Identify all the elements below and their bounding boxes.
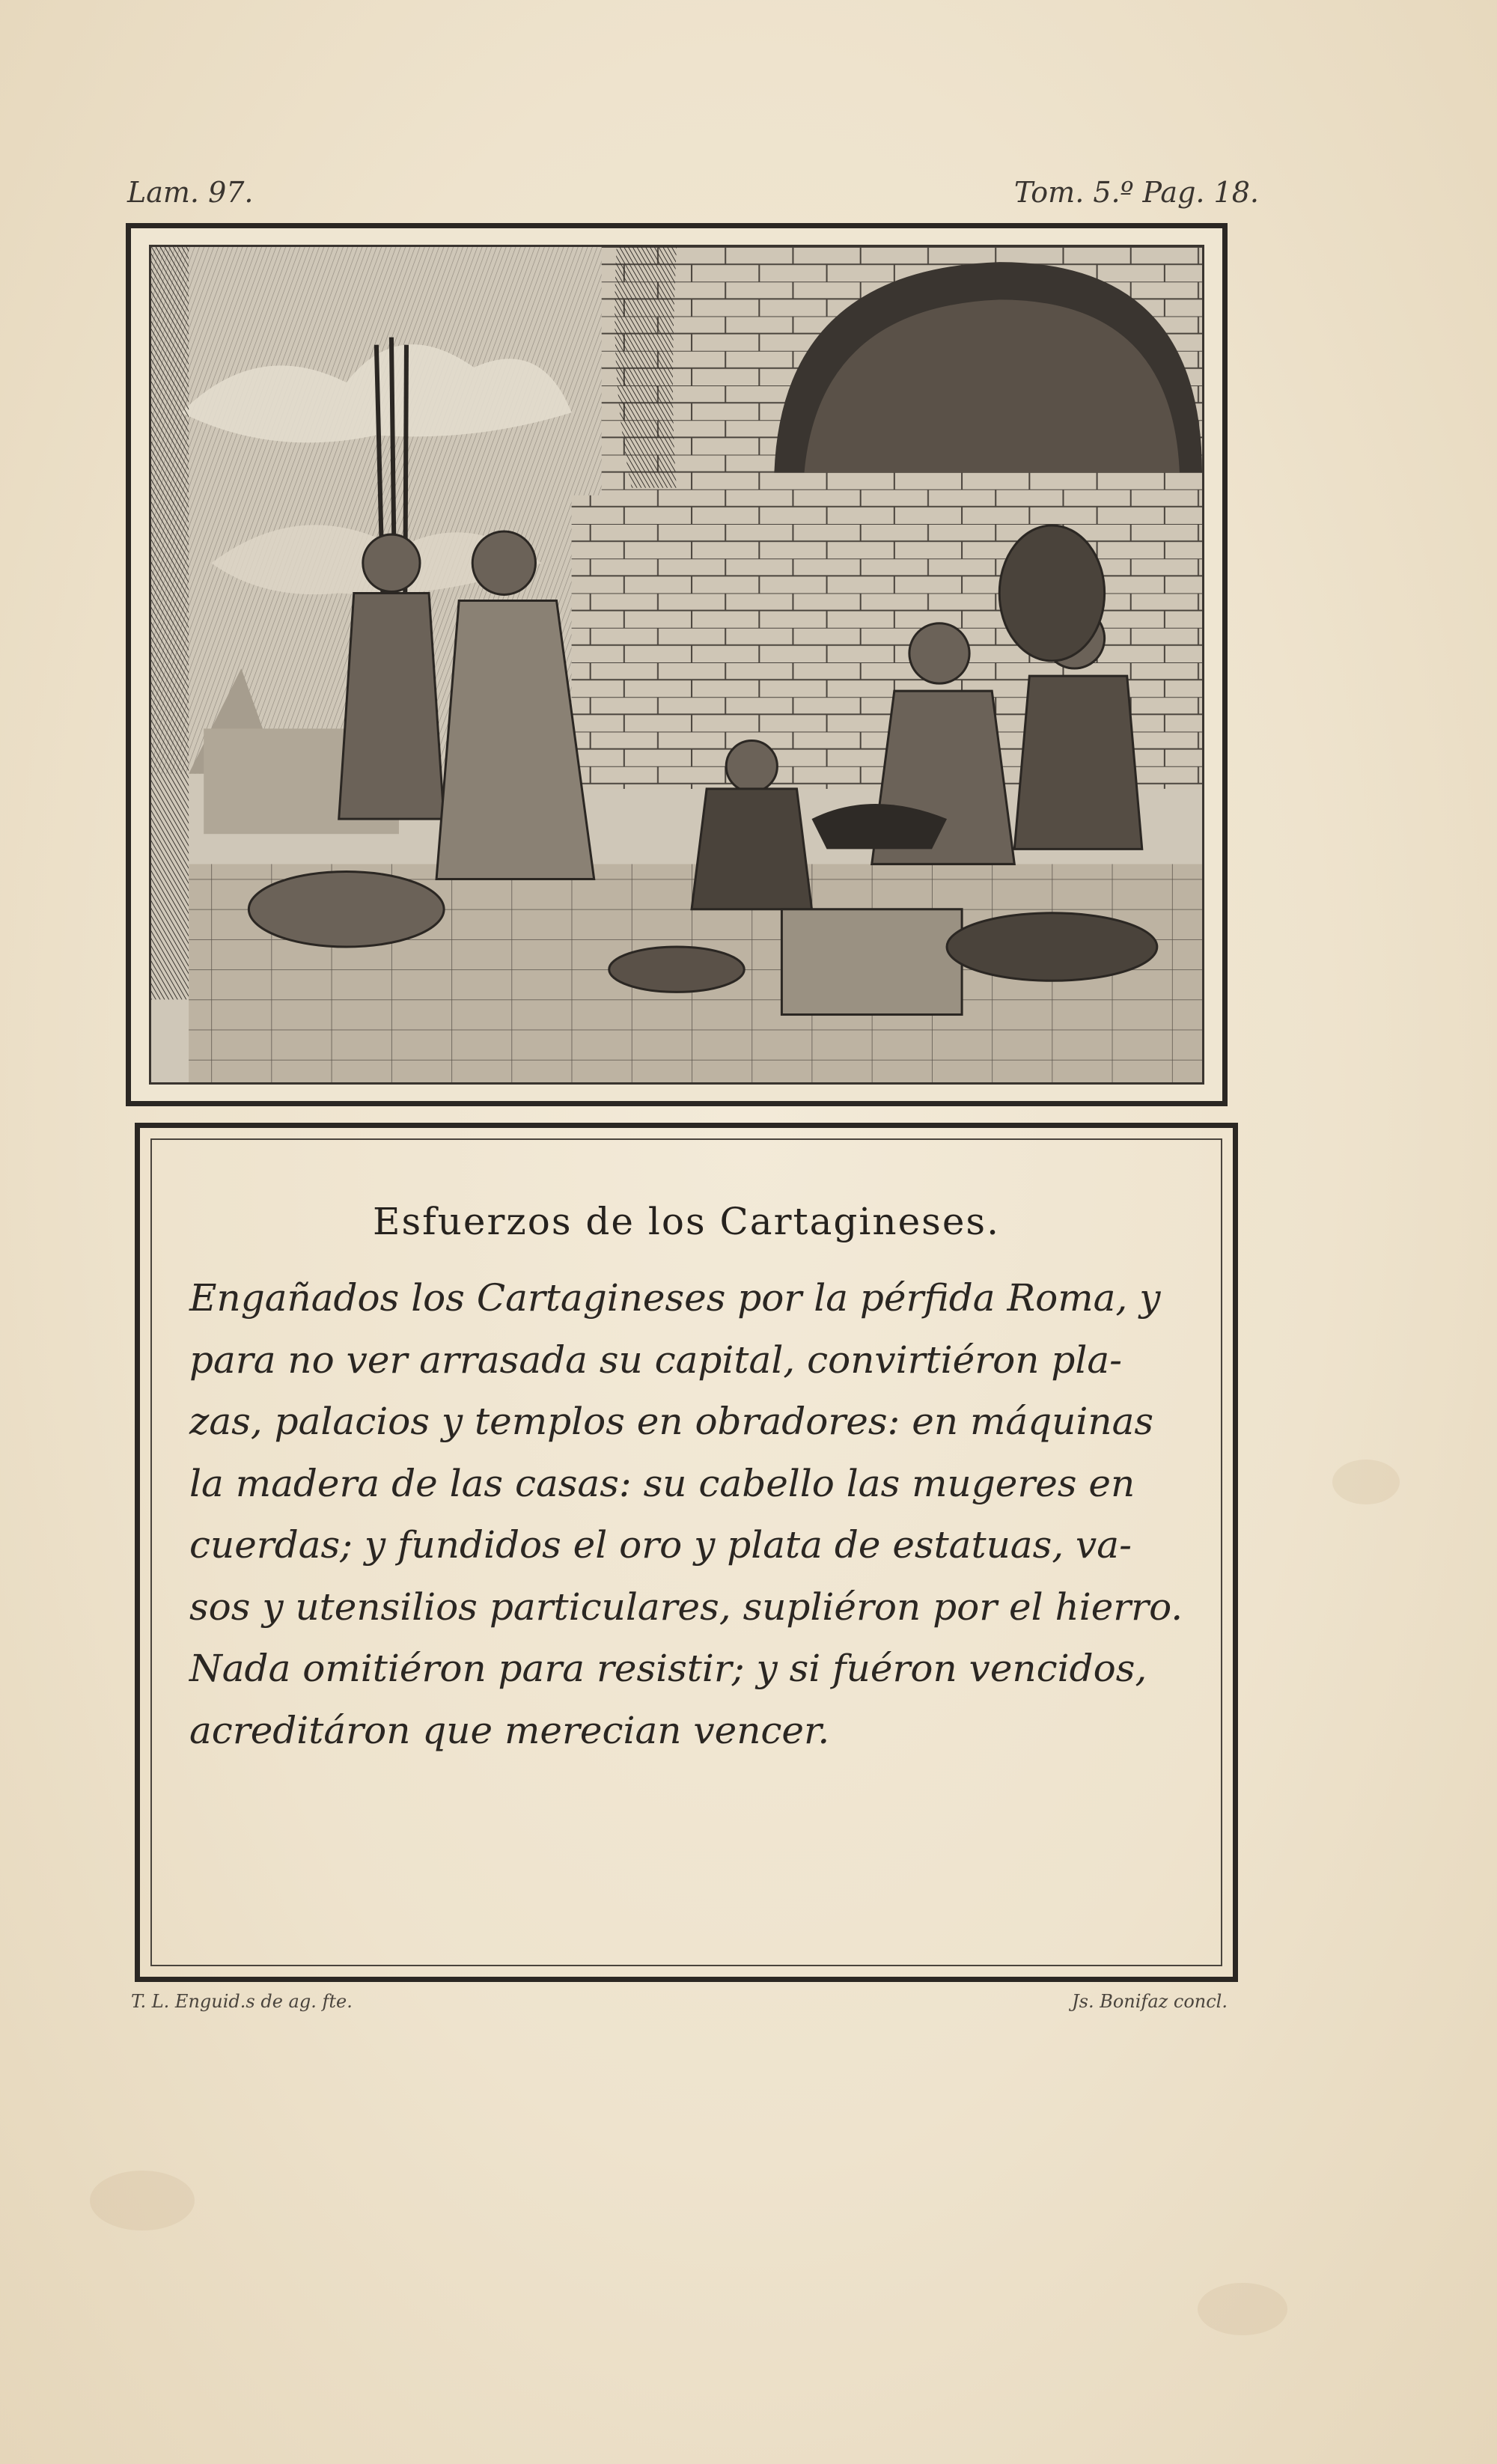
text-line: cuerdas; y fundidos el oro y plata de estatuas, va- (189, 1523, 1132, 1567)
text-line: Engañados los Cartagineses por la pérfida Roma, y (189, 1276, 1161, 1320)
text-line: la madera de las casas: su cabello las mugeres en (189, 1461, 1135, 1505)
plate-title: Esfuerzos de los Cartagineses. (373, 1200, 1000, 1243)
text-line: Nada omitiéron para resistir; y si fuéron vencidos, (189, 1647, 1147, 1690)
paper-stain (90, 2171, 195, 2230)
text-panel (150, 1138, 1222, 1966)
plate-number: Lam. 97. (127, 176, 254, 209)
engraving-frame (126, 223, 1228, 1106)
text-line: sos y utensilios particulares, supliéron por el hierro. (189, 1585, 1183, 1629)
engraving-scene (151, 247, 1202, 1082)
text-line: para no ver arrasada su capital, convirtiéron pla- (189, 1338, 1123, 1382)
plate-description (189, 1267, 1191, 1761)
text-line: acreditáron que merecian vencer. (189, 1708, 830, 1752)
text-frame (135, 1123, 1238, 1982)
paper-stain (1198, 2283, 1287, 2335)
engraver-credit: T. L. Enguid.s de ag. fte. (131, 1991, 353, 2012)
engraving-illustration (149, 245, 1204, 1085)
paper-stain (1332, 1460, 1400, 1504)
text-line: zas, palacios y templos en obradores: en máquinas (189, 1400, 1154, 1443)
volume-page-reference: Tom. 5.º Pag. 18. (1013, 176, 1259, 209)
finisher-credit: Js. Bonifaz concl. (1072, 1991, 1228, 2012)
